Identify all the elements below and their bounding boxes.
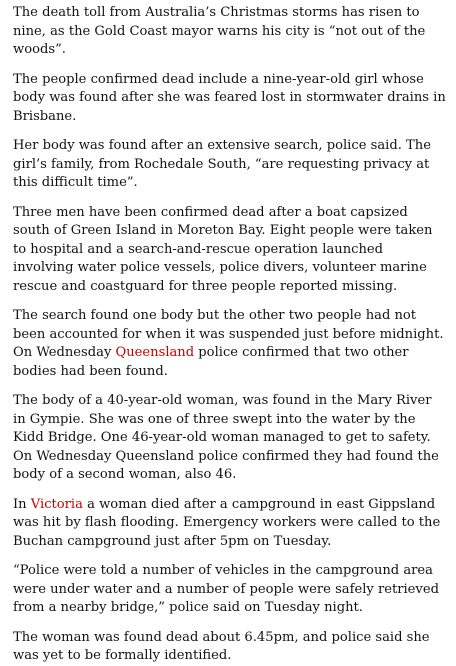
paragraph-text: The search found one body but the other two people had not been accounted for when it was suspended just before midnight. On Wednesday: [13, 308, 444, 360]
paragraph-search-suspended: [13, 307, 446, 381]
paragraph-boat-capsized: Three men have been confirmed dead after a boat capsized south of Green Island in Moreton Bay. Eight people were taken to hospital and a search-and-rescue operation launched involving water police vessels, police divers, volunteer marine rescue and coastguard for three people reported missing.: [13, 204, 433, 294]
queensland-link[interactable]: Queensland: [115, 345, 195, 360]
paragraph-mary-river: The body of a 40-year-old woman, was found in the Mary River in Gympie. She was one of three swept into the water by the Kidd Bridge. One 46-year-old woman managed to get to safety. On Wednesday Queensland police confirmed they had found the body of a second woman, also 46.: [13, 393, 439, 482]
paragraph-woman-identified: The woman was found dead about 6.45pm, and police said she was yet to be formally identified.: [13, 629, 430, 663]
paragraph-police-quote: “Police were told a number of vehicles in the campground area were under water and a number of people were safely retrieved from a nearby bridge,” police said on Tuesday night.: [13, 563, 439, 615]
paragraph-text: police confirmed that two other bodies had been found.: [13, 345, 409, 379]
paragraph-victoria-flooding: [13, 496, 446, 552]
paragraph-death-toll: The death toll from Australia’s Christmas storms has risen to nine, as the Gold Coast mayor warns his city is “not out of the woods”.: [13, 5, 426, 57]
paragraph-girl-confirmed-dead: The people confirmed dead include a nine-year-old girl whose body was found after she was feared lost in stormwater drains in Brisbane.: [13, 71, 446, 124]
paragraph-text: In: [13, 496, 31, 512]
victoria-link[interactable]: Victoria: [30, 496, 83, 512]
paragraph-family-privacy: Her body was found after an extensive search, police said. The girl’s family, from Rochedale South, “are requesting privacy at this difficult time”.: [13, 138, 431, 190]
paragraph-text: a woman died after a campground in east Gippsland was hit by flash flooding. Emergency workers were called to the Buchan campground just after 5pm on Tuesday.: [13, 496, 441, 549]
